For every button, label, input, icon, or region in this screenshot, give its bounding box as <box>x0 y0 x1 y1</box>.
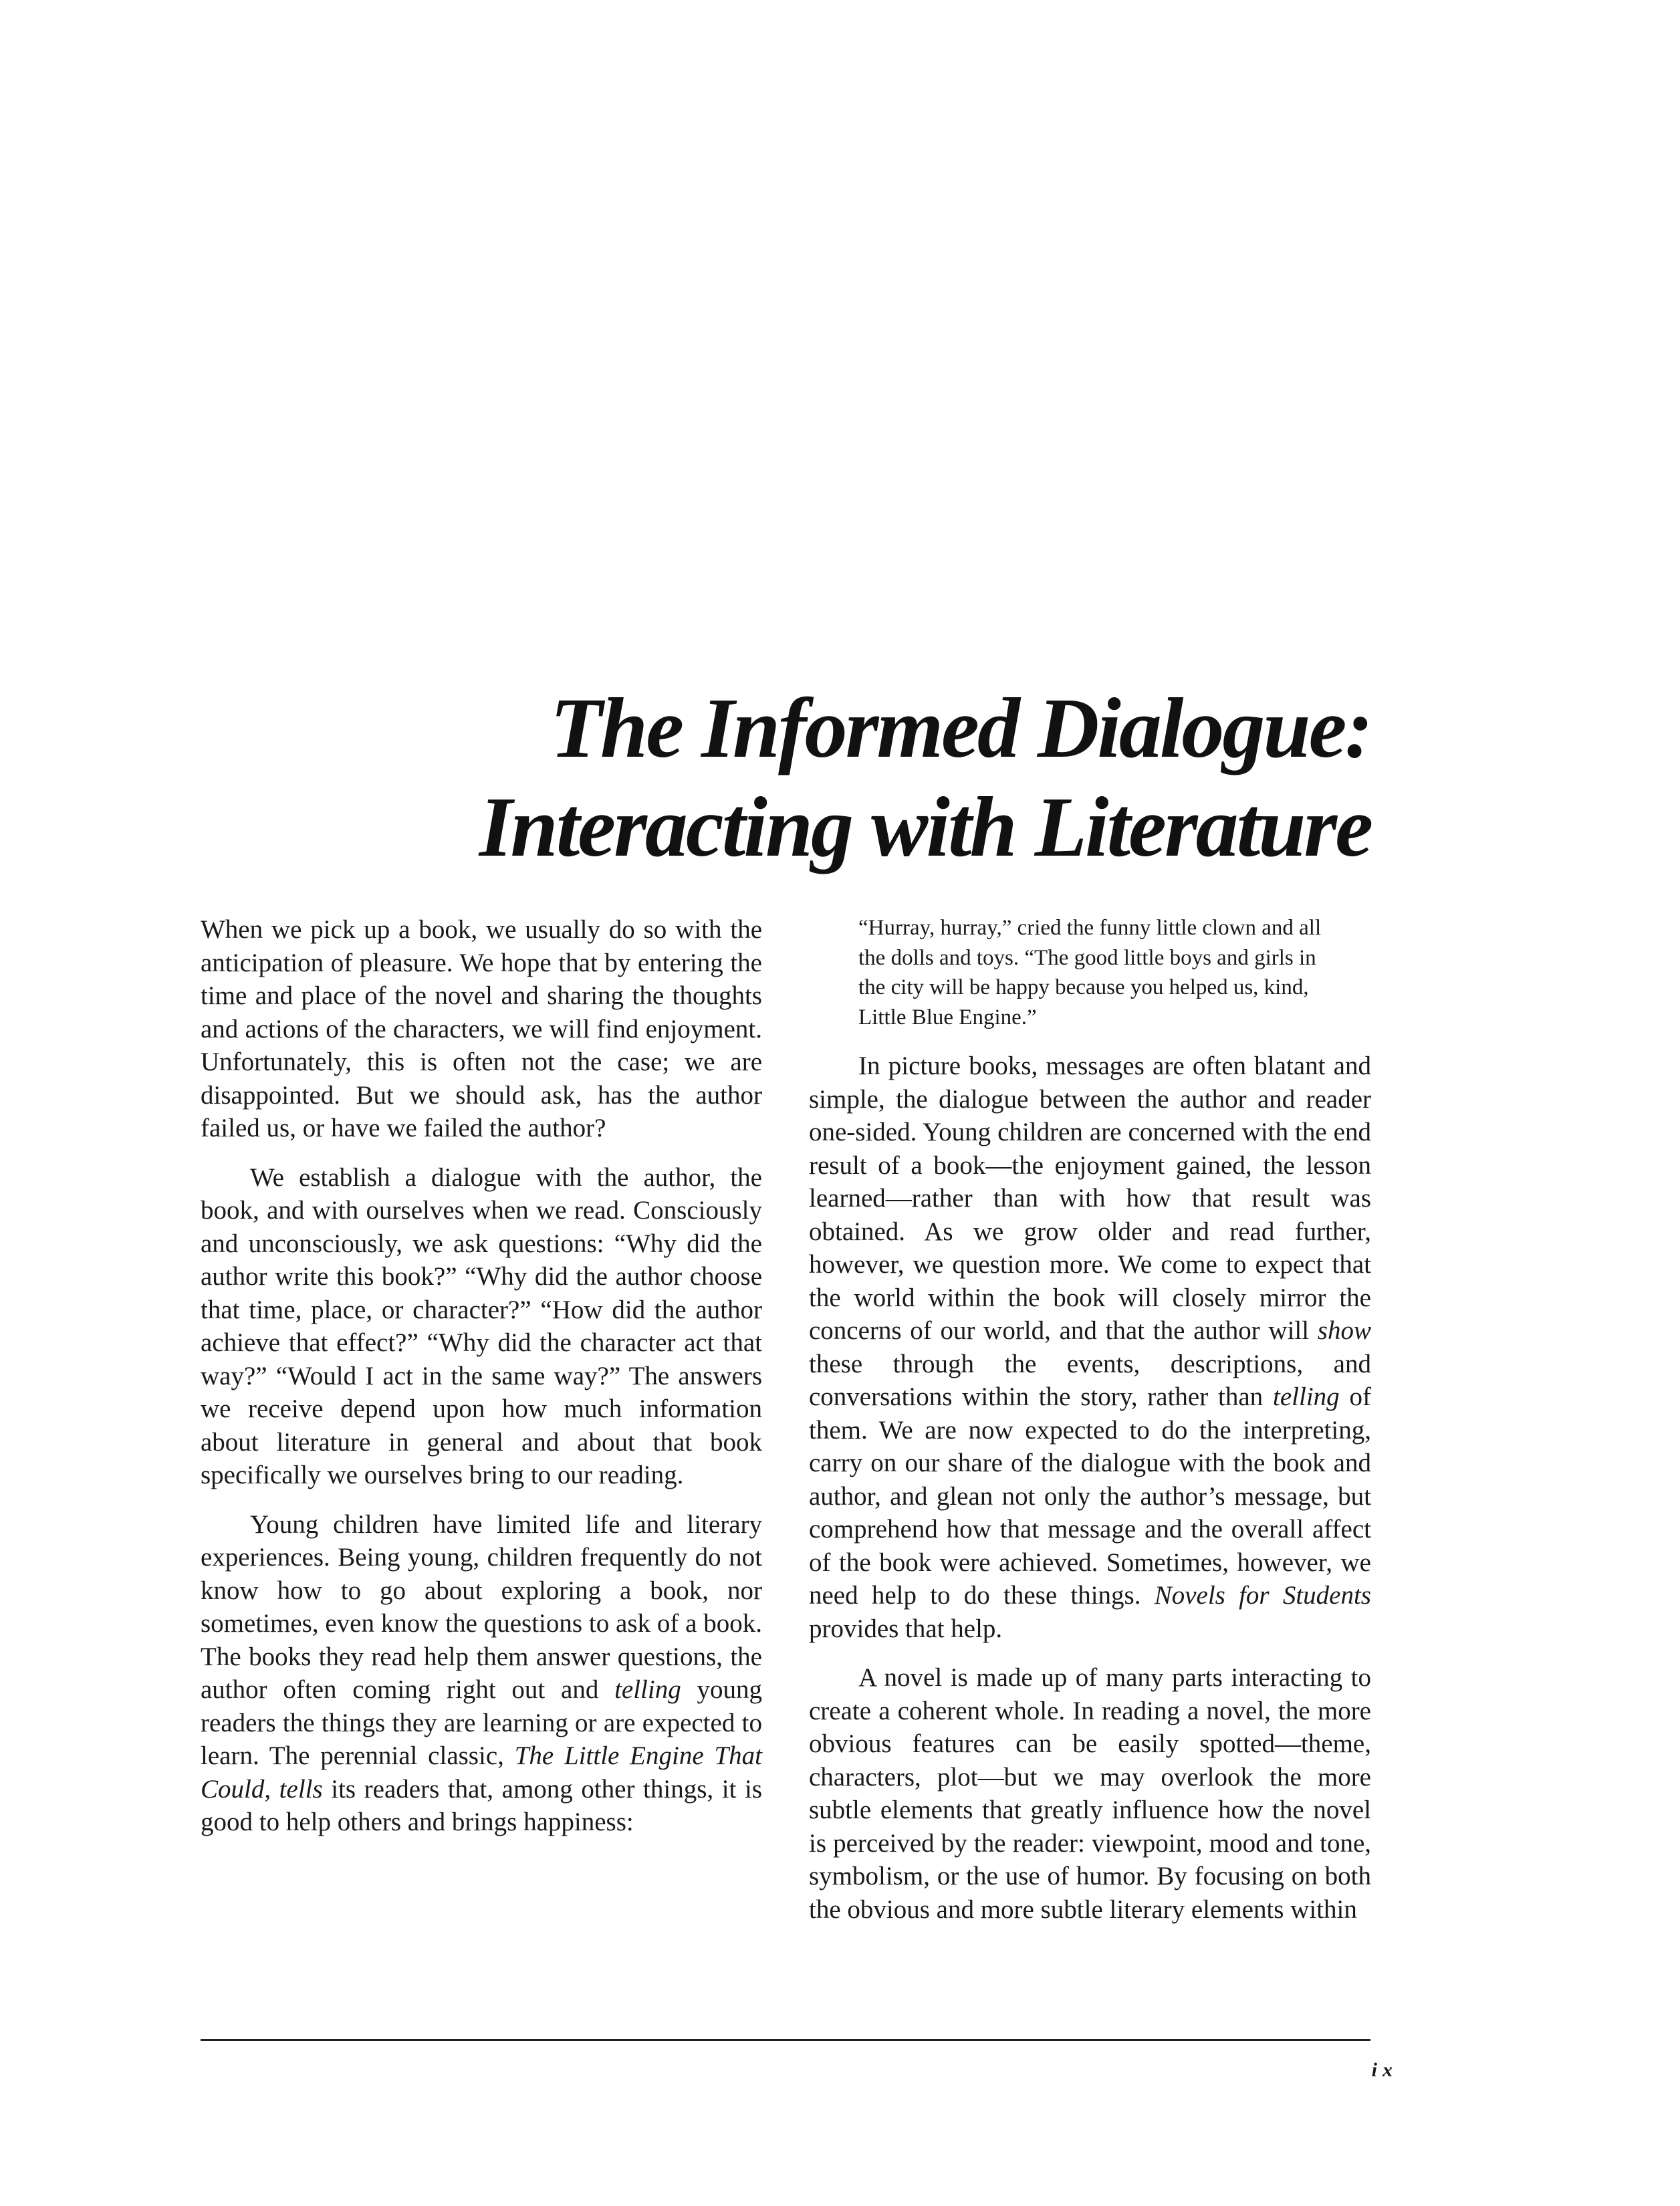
footer-rule <box>201 2039 1370 2041</box>
block-quote: “Hurray, hurray,” cried the funny little clown and all the dolls and toys. “The good little boys and girls in the city will be happy because you helped us, kind, Little Blue Engine.” <box>858 916 1322 1029</box>
right-column <box>809 913 1371 1926</box>
page-number: ix <box>1371 2059 1398 2081</box>
book-title: The Little Engine That Could, tells <box>201 1741 762 1804</box>
text-run: young readers the things they are learning or are expected to learn. The perennial classic, <box>201 1675 762 1770</box>
text-run: its readers that, among other things, it is good to help others and brings happiness: <box>201 1774 762 1836</box>
title-line-2: Interacting with Literature <box>479 779 1371 874</box>
page-title <box>368 679 1371 876</box>
text-run: Young children have limited life and literary experiences. Being young, children frequently do not know how to go about exploring a book, nor sometimes, even know the questions to ask of a book. The books they read help them answer questions, the author often coming right out and <box>201 1509 762 1704</box>
emphasis-telling: telling <box>1273 1382 1340 1411</box>
title-line-1: The Informed Dialogue: <box>550 681 1371 775</box>
paragraph: We establish a dialogue with the author, the book, and with ourselves when we read. Consciously and unconsciously, we ask questions: “Why did the author write this book?” “Why did the author choose that time, place, or character?” “How did the author achieve that effect?” “Why did the character act that way?” “Would I act in the same way?” The answers we receive depend upon how much information about literature in general and about that book specifically we ourselves bring to our reading. <box>201 1162 762 1489</box>
paragraph <box>201 1508 762 1839</box>
paragraph: When we pick up a book, we usually do so with the anticipation of pleasure. We hope that by entering the time and place of the novel and sharing the thoughts and actions of the characters, we will find enjoyment. Unfortunately, this is often not the case; we are disappointed. But we should ask, has the author failed us, or have we failed the author? <box>201 915 762 1142</box>
text-run: of them. We are now expected to do the interpreting, carry on our share of the dialogue with the book and author, and glean not only the author’s message, but comprehend how that message and the overall affect of the book were achieved. Sometimes, however, we need help to do these things. <box>809 1382 1371 1610</box>
emphasis-telling: telling <box>614 1675 681 1704</box>
emphasis-show: show <box>1317 1316 1371 1345</box>
left-column <box>201 913 762 1839</box>
paragraph <box>809 1050 1371 1645</box>
text-run: provides that help. <box>809 1614 1003 1643</box>
series-title: Novels for Students <box>1154 1581 1371 1610</box>
text-run: these through the events, descriptions, and conversations within the story, rather than <box>809 1349 1371 1411</box>
text-run: In picture books, messages are often blatant and simple, the dialogue between the author and reader one-sided. Young children are concerned with the end result of a book—the enjoyment gained, the lesson learned—rather than with how that result was obtained. As we grow older and read further, however, we question more. We come to expect that the world within the book will closely mirror the concerns of our world, and that the author will <box>809 1052 1371 1345</box>
paragraph: A novel is made up of many parts interacting to create a coherent whole. In reading a novel, the more obvious features can be easily spotted—theme, characters, plot—but we may overlook the more subtle elements that greatly influence how the novel is perceived by the reader: viewpoint, mood and tone, symbolism, or the use of humor. By focusing on both the obvious and more subtle literary elements within <box>809 1663 1371 1924</box>
